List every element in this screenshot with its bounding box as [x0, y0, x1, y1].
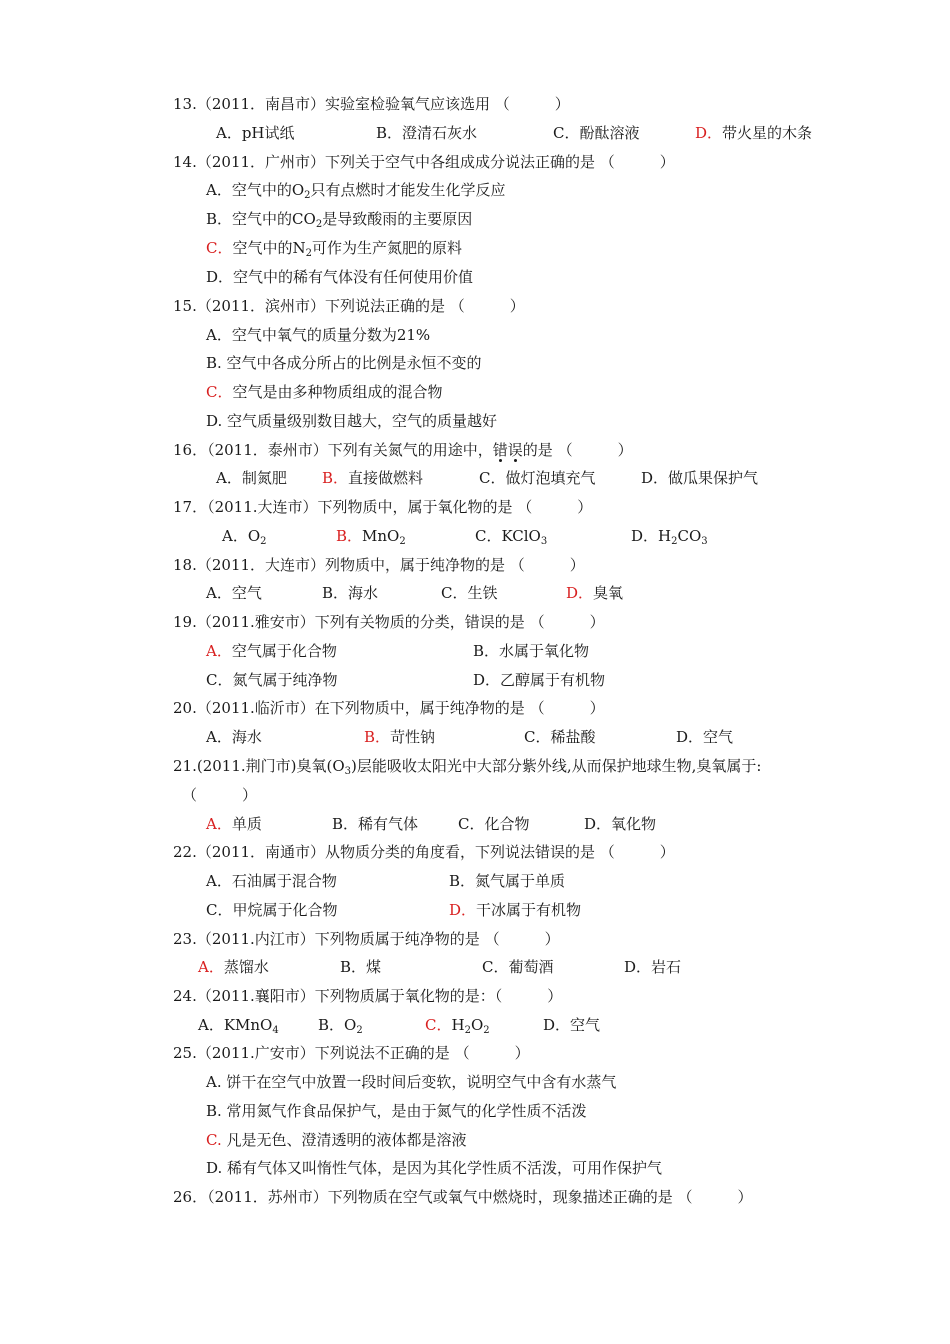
question-text: 22.（2011．南通市）从物质分类的角度看，下列说法错误的是 （ ）	[173, 843, 675, 861]
option-a: A．pH试纸	[216, 124, 295, 142]
option-b: B. 常用氮气作食品保护气，是由于氮气的化学性质不活泼	[206, 1102, 587, 1120]
option-d: D．干冰属于有机物	[449, 901, 582, 919]
option-b: B．直接做燃料	[322, 469, 424, 487]
answer-letter: C．	[206, 383, 233, 401]
option-c: C．空气是由多种物质组成的混合物	[206, 383, 443, 401]
option-a: A．空气中的$O_2$只有点燃时才能发生化学反应	[206, 181, 506, 201]
option-a: A．空气	[206, 584, 262, 602]
option-b: B．煤	[340, 958, 382, 976]
option-c: C．生铁	[441, 584, 498, 602]
answer-letter: A．	[198, 958, 224, 976]
option-d: D．空气	[676, 728, 734, 746]
answer-letter: D．	[695, 124, 723, 142]
answer-letter: D．	[566, 584, 594, 602]
option-d: D. 空气质量级别数目越大，空气的质量越好	[206, 412, 498, 430]
answer-letter: B．	[364, 728, 391, 746]
option-d: D. 稀有气体又叫惰性气体，是因为其化学性质不活泼，可用作保护气	[206, 1159, 663, 1177]
question-text: 13.（2011．南昌市）实验室检验氧气应该选用 （ ）	[173, 95, 570, 113]
question-text: 14.（2011．广州市）下列关于空气中各组成成分说法正确的是 （ ）	[173, 153, 675, 171]
question-text: 16．（2011．泰州市）下列有关氮气的用途中，错误的是 （ ）	[173, 441, 633, 459]
option-c: C．$H_2O_2$	[425, 1016, 490, 1036]
option-a: A．$O_2$	[222, 527, 267, 547]
option-c: C．空气中的$N_2$可作为生产氮肥的原料	[206, 239, 463, 259]
question-text: 24.（2011.襄阳市）下列物质属于氧化物的是：（ ）	[173, 987, 563, 1005]
option-d: D．带火星的木条	[695, 124, 813, 142]
question-text: 26．（2011．苏州市）下列物质在空气或氧气中燃烧时，现象描述正确的是 （ ）	[173, 1188, 753, 1206]
answer-letter: B．	[322, 469, 349, 487]
option-b: B．氮气属于单质	[449, 872, 566, 890]
question-text: 18.（2011．大连市）列物质中，属于纯净物的是 （ ）	[173, 556, 585, 574]
option-c: C．做灯泡填充气	[479, 469, 596, 487]
option-c: C. 凡是无色、澄清透明的液体都是溶液	[206, 1131, 467, 1149]
option-b: B．MnO$_2$	[336, 527, 406, 547]
question-text: 17．（2011.大连市）下列物质中，属于氧化物的是 （ ）	[173, 498, 593, 516]
option-a: A. 饼干在空气中放置一段时间后变软，说明空气中含有水蒸气	[206, 1073, 617, 1091]
option-a: A．石油属于混合物	[206, 872, 337, 890]
option-a: A．海水	[206, 728, 262, 746]
option-d: D．空气中的稀有气体没有任何使用价值	[206, 268, 474, 286]
option-c: C．KClO$_3$	[475, 527, 548, 547]
option-b: B．水属于氧化物	[473, 642, 590, 660]
option-d: D．做瓜果保护气	[641, 469, 759, 487]
option-c: C．稀盐酸	[524, 728, 596, 746]
question-text: （ ）	[182, 786, 258, 804]
option-d: D．乙醇属于有机物	[473, 671, 606, 689]
option-c: C．化合物	[458, 815, 530, 833]
option-a: A．空气中氧气的质量分数为21%	[206, 326, 431, 344]
answer-letter: A．	[206, 815, 232, 833]
question-text: 19.（2011.雅安市）下列有关物质的分类，错误的是 （ ）	[173, 613, 605, 631]
option-a: A．KMnO$_4$	[198, 1016, 279, 1036]
answer-letter: C．	[206, 239, 233, 257]
option-b: B．稀有气体	[332, 815, 419, 833]
option-b: B．空气中的$CO_2$是导致酸雨的主要原因	[206, 210, 473, 230]
option-b: B．$O_2$	[318, 1016, 363, 1036]
answer-letter: B．	[336, 527, 363, 545]
option-b: B．澄清石灰水	[376, 124, 478, 142]
option-c: C．氮气属于纯净物	[206, 671, 338, 689]
option-d: D．岩石	[624, 958, 682, 976]
answer-letter: C．	[425, 1016, 452, 1034]
question-text: 23.（2011.内江市）下列物质属于纯净物的是 （ ）	[173, 930, 560, 948]
option-a: A．单质	[206, 815, 262, 833]
option-a: A．空气属于化合物	[206, 642, 337, 660]
option-b: B．苛性钠	[364, 728, 436, 746]
option-d: D．臭氧	[566, 584, 624, 602]
option-b: B．海水	[322, 584, 379, 602]
question-text: 15.（2011．滨州市）下列说法正确的是 （ ）	[173, 297, 525, 315]
option-c: C．酚酞溶液	[553, 124, 640, 142]
question-text: 25.（2011.广安市）下列说法不正确的是 （ ）	[173, 1044, 530, 1062]
option-a: A．制氮肥	[216, 469, 287, 487]
question-text: 21.(2011.荆门市)臭氧$(O_3)$层能吸收太阳光中大部分紫外线,从而保护地球生物,臭氧属于:	[173, 757, 762, 777]
answer-letter: C.	[206, 1131, 227, 1149]
option-d: D．$H_2CO_3$	[631, 527, 708, 547]
answer-letter: A．	[206, 642, 232, 660]
option-c: C．葡萄酒	[482, 958, 554, 976]
option-c: C．甲烷属于化合物	[206, 901, 338, 919]
answer-letter: D．	[449, 901, 477, 919]
option-d: D．空气	[543, 1016, 601, 1034]
question-text: 20.（2011.临沂市）在下列物质中，属于纯净物的是 （ ）	[173, 699, 605, 717]
option-a: A．蒸馏水	[198, 958, 269, 976]
option-d: D．氧化物	[584, 815, 657, 833]
option-b: B. 空气中各成分所占的比例是永恒不变的	[206, 354, 482, 372]
